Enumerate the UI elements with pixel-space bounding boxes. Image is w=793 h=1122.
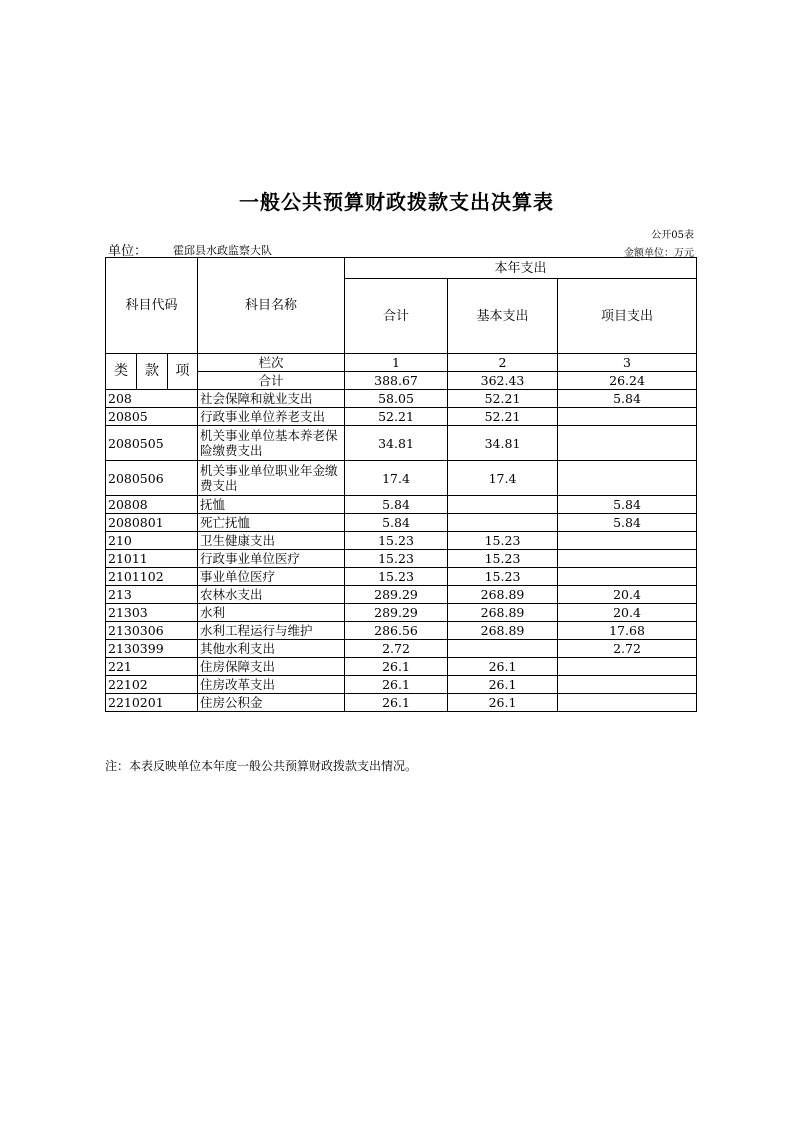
row-total: 15.23 <box>345 568 448 586</box>
footnote: 注：本表反映单位本年度一般公共预算财政拨款支出情况。 <box>105 759 418 773</box>
row-project <box>558 676 697 694</box>
row-project <box>558 694 697 712</box>
row-total: 15.23 <box>345 532 448 550</box>
row-code: 2130399 <box>106 640 198 658</box>
row-name: 抚恤 <box>198 496 345 514</box>
table-row <box>106 514 697 532</box>
row-project <box>558 658 697 676</box>
row-code: 2210201 <box>106 694 198 712</box>
row-name: 死亡抚恤 <box>198 514 345 532</box>
row-name: 行政事业单位医疗 <box>198 550 345 568</box>
header-row-1 <box>106 258 697 279</box>
row-code: 2080506 <box>106 461 198 496</box>
column-no-3: 3 <box>558 354 697 372</box>
totals-label: 合计 <box>198 372 345 390</box>
table-row <box>106 550 697 568</box>
row-code: 21011 <box>106 550 198 568</box>
header-this-year: 本年支出 <box>345 258 697 279</box>
row-name: 农林水支出 <box>198 586 345 604</box>
row-basic <box>448 640 558 658</box>
table-row <box>106 676 697 694</box>
row-total: 2.72 <box>345 640 448 658</box>
header-project: 项目支出 <box>558 279 697 354</box>
row-total: 5.84 <box>345 496 448 514</box>
row-code: 20805 <box>106 408 198 426</box>
row-total: 289.29 <box>345 586 448 604</box>
row-basic: 52.21 <box>448 390 558 408</box>
column-no-1: 1 <box>345 354 448 372</box>
header-kuan: 款 <box>137 354 168 390</box>
row-basic: 17.4 <box>448 461 558 496</box>
table-row <box>106 640 697 658</box>
row-code: 20808 <box>106 496 198 514</box>
row-name: 住房公积金 <box>198 694 345 712</box>
row-name: 水利工程运行与维护 <box>198 622 345 640</box>
row-total: 26.1 <box>345 694 448 712</box>
row-basic: 15.23 <box>448 532 558 550</box>
row-code: 2101102 <box>106 568 198 586</box>
row-project: 20.4 <box>558 604 697 622</box>
row-name: 行政事业单位养老支出 <box>198 408 345 426</box>
page-title: 一般公共预算财政拨款支出决算表 <box>239 190 554 214</box>
header-lei: 类 <box>106 354 137 390</box>
row-project <box>558 550 697 568</box>
row-project: 20.4 <box>558 586 697 604</box>
row-total: 5.84 <box>345 514 448 532</box>
row-total: 15.23 <box>345 550 448 568</box>
row-project <box>558 408 697 426</box>
row-basic: 15.23 <box>448 550 558 568</box>
row-code: 2080505 <box>106 426 198 461</box>
header-total: 合计 <box>345 279 448 354</box>
amount-unit: 金额单位：万元 <box>624 248 694 259</box>
row-name: 机关事业单位基本养老保险缴费支出 <box>198 426 345 461</box>
table-row <box>106 568 697 586</box>
row-total: 289.29 <box>345 604 448 622</box>
row-name: 住房保障支出 <box>198 658 345 676</box>
row-project <box>558 461 697 496</box>
totals-project: 26.24 <box>558 372 697 390</box>
row-total: 26.1 <box>345 658 448 676</box>
header-basic: 基本支出 <box>448 279 558 354</box>
table-row <box>106 532 697 550</box>
row-basic <box>448 514 558 532</box>
row-name: 机关事业单位职业年金缴费支出 <box>198 461 345 496</box>
form-number: 公开05表 <box>651 230 694 241</box>
row-code: 2080801 <box>106 514 198 532</box>
expenditure-table <box>105 257 697 712</box>
unit-name: 霍邱县水政监察大队 <box>173 244 272 257</box>
table-row <box>106 586 697 604</box>
row-total: 34.81 <box>345 426 448 461</box>
column-no-2: 2 <box>448 354 558 372</box>
row-basic: 268.89 <box>448 586 558 604</box>
row-basic: 34.81 <box>448 426 558 461</box>
row-project: 17.68 <box>558 622 697 640</box>
row-project: 5.84 <box>558 496 697 514</box>
header-xiang: 项 <box>168 354 198 390</box>
header-code: 科目代码 <box>106 258 198 354</box>
table-row <box>106 694 697 712</box>
row-project <box>558 568 697 586</box>
row-basic: 26.1 <box>448 658 558 676</box>
table-row <box>106 461 697 496</box>
table-row <box>106 496 697 514</box>
row-code: 21303 <box>106 604 198 622</box>
row-code: 22102 <box>106 676 198 694</box>
row-project: 5.84 <box>558 390 697 408</box>
row-project: 5.84 <box>558 514 697 532</box>
row-code: 2130306 <box>106 622 198 640</box>
unit-label: 单位： <box>108 244 148 259</box>
row-name: 住房改革支出 <box>198 676 345 694</box>
row-total: 26.1 <box>345 676 448 694</box>
totals-total: 388.67 <box>345 372 448 390</box>
table-row <box>106 658 697 676</box>
row-basic: 268.89 <box>448 604 558 622</box>
row-name: 水利 <box>198 604 345 622</box>
row-basic: 15.23 <box>448 568 558 586</box>
row-basic <box>448 496 558 514</box>
row-name: 社会保障和就业支出 <box>198 390 345 408</box>
row-code: 210 <box>106 532 198 550</box>
header-name: 科目名称 <box>198 258 345 354</box>
row-name: 事业单位医疗 <box>198 568 345 586</box>
table-row <box>106 408 697 426</box>
row-basic: 26.1 <box>448 694 558 712</box>
totals-basic: 362.43 <box>448 372 558 390</box>
row-total: 17.4 <box>345 461 448 496</box>
table-row <box>106 426 697 461</box>
row-project: 2.72 <box>558 640 697 658</box>
row-total: 58.05 <box>345 390 448 408</box>
row-total: 52.21 <box>345 408 448 426</box>
row-code: 221 <box>106 658 198 676</box>
row-project <box>558 532 697 550</box>
row-basic: 268.89 <box>448 622 558 640</box>
row-total: 286.56 <box>345 622 448 640</box>
row-project <box>558 426 697 461</box>
row-code: 208 <box>106 390 198 408</box>
row-name: 其他水利支出 <box>198 640 345 658</box>
column-number-row <box>106 354 697 372</box>
table-row <box>106 604 697 622</box>
row-name: 卫生健康支出 <box>198 532 345 550</box>
row-basic: 52.21 <box>448 408 558 426</box>
row-basic: 26.1 <box>448 676 558 694</box>
table-row <box>106 622 697 640</box>
table-row <box>106 390 697 408</box>
row-code: 213 <box>106 586 198 604</box>
column-no-label: 栏次 <box>198 354 345 372</box>
